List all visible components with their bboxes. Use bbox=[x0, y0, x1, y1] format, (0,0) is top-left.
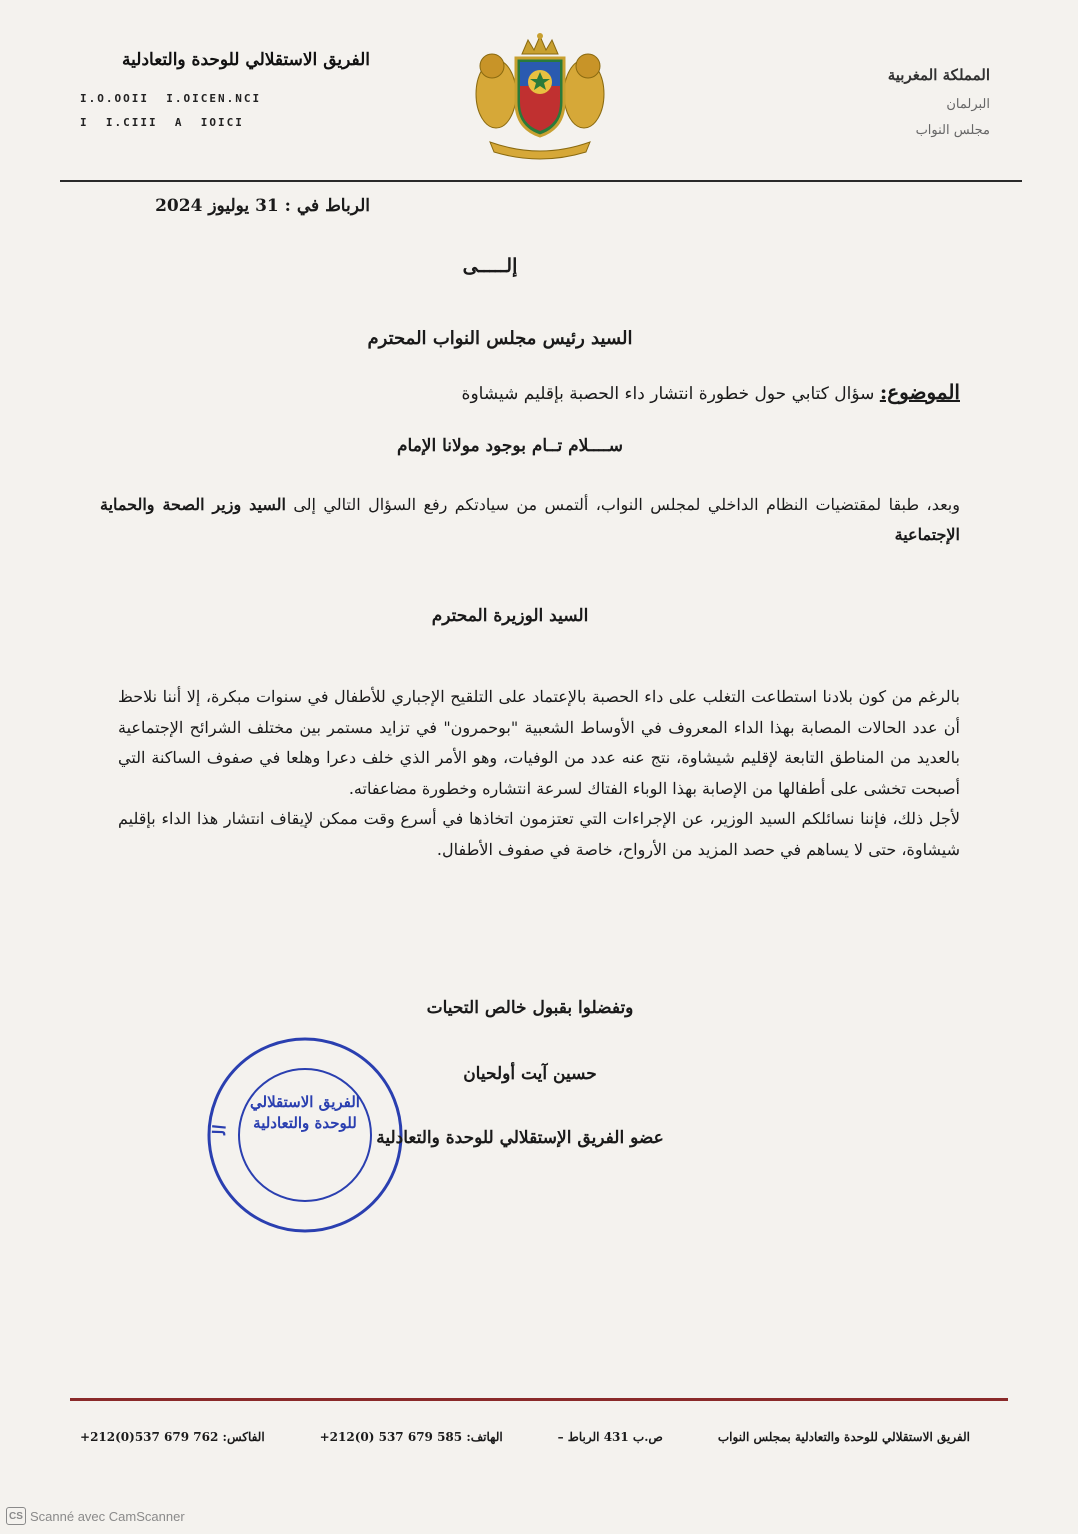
intro-paragraph bbox=[100, 490, 960, 550]
addressee: السيد رئيس مجلس النواب المحترم bbox=[367, 328, 633, 349]
scanner-watermark bbox=[6, 1507, 185, 1525]
group-name: الفريق الاستقلالي للوحدة والتعادلية bbox=[122, 50, 370, 70]
kingdom-label: المملكة المغربية bbox=[887, 66, 990, 84]
footer-phone-block bbox=[320, 1430, 503, 1444]
stamp-inner-text: الفريق الاستقلالي للوحدة والتعادلية bbox=[250, 1093, 360, 1132]
footer-fax-block bbox=[80, 1430, 265, 1444]
body-text bbox=[118, 682, 960, 865]
footer-phone: +212(0) 537 679 585 bbox=[319, 1430, 463, 1444]
house-label: مجلس النواب bbox=[915, 123, 990, 138]
signer-role: عضو الفريق الإستقلالي للوحدة والتعادلية bbox=[376, 1128, 664, 1148]
signer-name: حسين آيت أولحيان bbox=[463, 1064, 597, 1084]
subject-label: الموضوع: bbox=[879, 380, 960, 404]
footer-address: الفريق الاستقلالي للوحدة والتعادلية بمجلس النواب bbox=[717, 1430, 970, 1444]
footer-contact bbox=[80, 1430, 970, 1444]
intro-recipient: السيد وزير الصحة والحماية الإجتماعية bbox=[100, 495, 960, 544]
header-divider bbox=[60, 180, 1022, 182]
header-code-line: I I.CIII A IOICI bbox=[80, 116, 244, 129]
moroccan-coat-of-arms-icon bbox=[470, 32, 610, 162]
parliament-label: البرلمان bbox=[946, 97, 990, 112]
body-paragraph-1: بالرغم من كون بلادنا استطاعت التغلب على داء الحصبة بالإعتماد على التلقيح الإجباري للأطفال في سنوات مبكرة، إلا أننا نلاحظ أن عدد الحالات المصابة بهذا الداء المعروف في الأوساط الشعبية "بوحمرون" في تزايد مستمر بين مختلف الشرائح الإجتماعية بالعديد من المناطق التابعة لإقليم شيشاوة، نتج عنه عدد من الوفيات، وهو الأمر الذي خلف دعرا وهلعا في صفوف الساكنة التي أصبحت تخشى على أطفالها من الإصابة بهذا الوباء الفتاك لسرعة انتشاره وخطورة مضاعفاته. bbox=[118, 687, 961, 798]
footer-fax: +212(0)537 679 762 bbox=[80, 1430, 219, 1444]
footer-fax-label: الفاكس: bbox=[222, 1430, 265, 1444]
camscanner-icon: CS bbox=[6, 1507, 26, 1525]
greeting: ســــلام تــام بوجود مولانا الإمام bbox=[396, 436, 623, 456]
subject-text: سؤال كتابي حول خطورة انتشار داء الحصبة بإقليم شيشاوة bbox=[461, 384, 880, 404]
header-code-line: I.O.OOII I.OICEN.NCI bbox=[80, 92, 262, 105]
header-group bbox=[70, 50, 370, 134]
subject-line bbox=[60, 380, 960, 404]
salutation: السيد الوزيرة المحترم bbox=[431, 606, 589, 626]
footer-phone-label: الهاتف: bbox=[466, 1430, 503, 1444]
stamp-outer-text: ال bbox=[209, 1123, 231, 1136]
footer-divider bbox=[70, 1398, 1008, 1401]
header-institution bbox=[790, 58, 990, 144]
letter-date: الرباط في : 31 يوليوز 2024 bbox=[155, 196, 370, 216]
intro-text: وبعد، طبقا لمقتضيات النظام الداخلي لمجلس النواب، ألتمس من سيادتكم رفع السؤال التالي إلى bbox=[285, 495, 960, 514]
scanner-text: Scanné avec CamScanner bbox=[30, 1508, 185, 1524]
footer-po-box: ص.ب 431 الرباط – bbox=[557, 1430, 663, 1444]
to-label: إلـــــى bbox=[462, 255, 518, 277]
body-paragraph-2: لأجل ذلك، فإننا نسائلكم السيد الوزير، عن الإجراءات التي تعتزمون اتخاذها في أسرع وقت ممكن لإيقاف انتشار هذا الداء بإقليم شيشاوة، حتى لا يساهم في حصد المزيد من الأرواح، خاصة في صفوف الأطفال. bbox=[118, 809, 960, 859]
closing: وتفضلوا بقبول خالص التحيات bbox=[426, 998, 634, 1018]
